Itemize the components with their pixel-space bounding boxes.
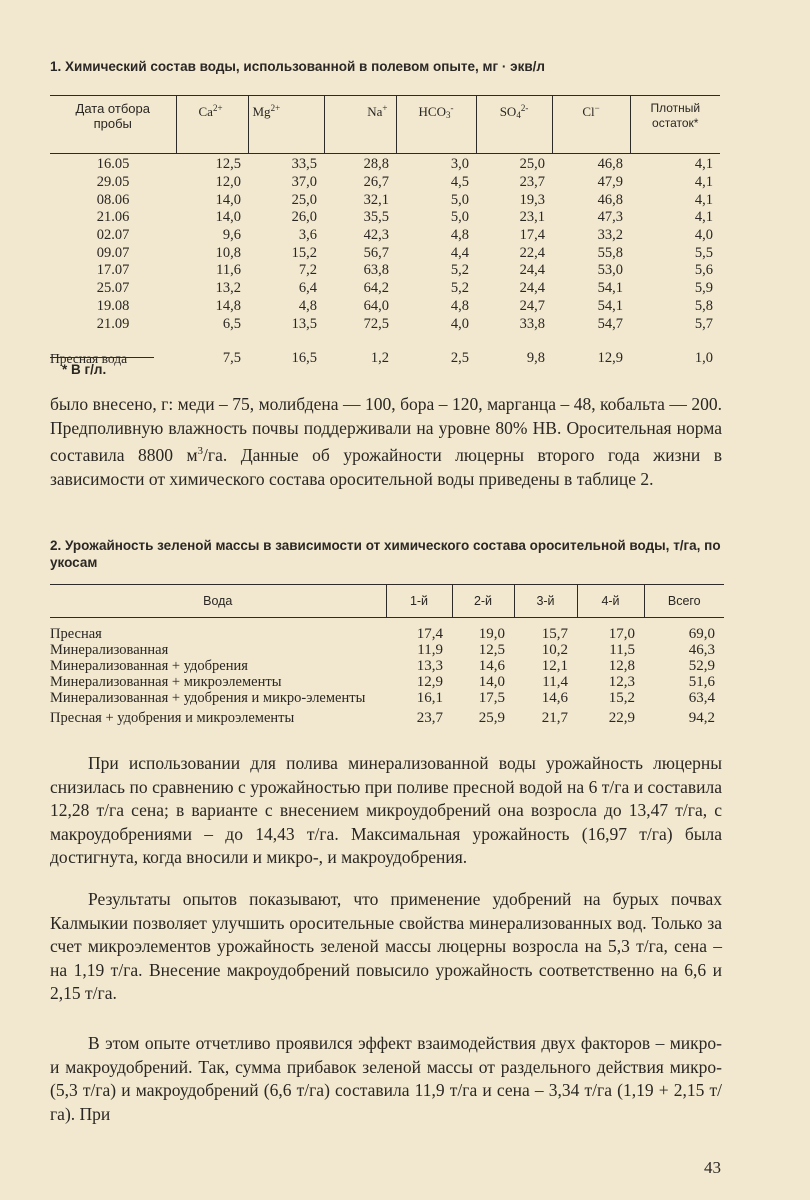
page-number: 43 <box>704 1158 721 1177</box>
table2-cell: 23,7 <box>416 710 443 726</box>
header-ca: $Ca^{2+}$ <box>176 96 248 154</box>
paragraph-1: было внесено, г: меди – 75, молибдена — 100, бора – 120, марганца – 48, кобальта — 200. Предполивную влажность почвы поддерживали на уровне 80% НВ. Оросительная норма составила 8800 $м^3/га$. Данные об урожайности люцерны второго года жизни в зависимости от химического состава оросительной воды приведены в таблице 2. <box>50 394 722 489</box>
table2-header-cell: 1-й <box>386 585 452 618</box>
table1-cell-label: Пресная вода <box>50 350 128 366</box>
table1-cell: 4,1 <box>694 156 713 173</box>
table1-cell: 4,0 <box>694 227 713 244</box>
table2-cell: 25,9 <box>478 710 505 726</box>
table1-cell: 6,4 <box>298 280 317 297</box>
header-hco3: $HCO_3^-$ <box>396 96 476 154</box>
table1-cell: 4,8 <box>450 297 469 314</box>
table1-cell: 15,2 <box>291 244 317 261</box>
table1-cell: 47,9 <box>597 174 623 191</box>
table2-row <box>50 618 724 643</box>
table2-header-cell: 4-й <box>577 585 644 618</box>
table1-cell: 47,3 <box>597 209 623 226</box>
table1-cell: 5,6 <box>694 262 713 279</box>
table1-cell: 3,0 <box>450 156 469 173</box>
table2-cell: 14,0 <box>478 674 505 690</box>
table1-cell: 1,2 <box>370 349 389 366</box>
table1-cell: 5,0 <box>450 191 469 208</box>
table1-cell: 19,3 <box>519 191 545 208</box>
table2-cell: 19,0 <box>478 626 505 642</box>
table2-cell: 94,2 <box>688 710 715 726</box>
table1-row <box>50 244 720 262</box>
table1-cell: 22,4 <box>519 244 545 261</box>
table1-cell: 5,2 <box>450 280 469 297</box>
table2-cell: 10,2 <box>541 642 568 658</box>
table1-cell: 12,5 <box>215 156 241 173</box>
table1-cell: 5,7 <box>694 315 713 332</box>
table1-cell: 1,0 <box>694 349 713 366</box>
header-so4: $SO_4^{2-}$ <box>476 96 552 154</box>
table1-cell-date: 21.09 <box>96 315 130 332</box>
table1-cell: 24,4 <box>519 280 545 297</box>
table2-cell: 22,9 <box>608 710 635 726</box>
table1-cell: 17,4 <box>519 227 545 244</box>
table2-row <box>50 674 724 690</box>
table1-cell: 6,5 <box>222 315 241 332</box>
header-dry-residue: Плотный остаток* <box>630 96 720 154</box>
table1-cell: 5,5 <box>694 244 713 261</box>
table1-cell: 28,8 <box>363 156 389 173</box>
table1-cell-date: 21.06 <box>96 209 130 226</box>
table1-cell: 4,1 <box>694 191 713 208</box>
table2-row <box>50 658 724 674</box>
table2-cell: 52,9 <box>688 658 715 674</box>
footnote-rule <box>50 357 154 358</box>
table1-cell-date: 16.05 <box>96 156 130 173</box>
table2-cell: 17,4 <box>416 626 443 642</box>
table1-cell: 4,1 <box>694 174 713 191</box>
table1-header-row <box>50 96 720 154</box>
table1-cell: 2,5 <box>450 349 469 366</box>
table1-cell: 24,7 <box>519 297 545 314</box>
table2-cell: 16,1 <box>416 690 443 706</box>
table1-cell: 4,5 <box>450 174 469 191</box>
paragraph-2: При использовании для полива минерализованной воды урожайность люцерны снизилась по сравнению с урожайностью при поливе пресной водой на 6 т/га и составила 12,28 т/га сена; в варианте с внесением микроудобрений она возросла до 13,47 т/га, с макроудобрениями – до 14,43 т/га. Максимальная урожайность (16,97 т/га) была достигнута, когда вносили и микро-, и макроудобрения. <box>50 753 722 868</box>
table2-cell: 17,0 <box>608 626 635 642</box>
table1-row-fresh-water <box>50 333 720 369</box>
table1-cell: 54,1 <box>597 280 623 297</box>
table1-cell-date: 08.06 <box>96 191 130 208</box>
paragraph-4: В этом опыте отчетливо проявился эффект взаимодействия двух факторов – микро- и макроудобрений. Так, сумма прибавок зеленой массы от раздельного действия микро- (5,3 т/га) и макроудобрений (6,6 т/га) составила 11,9 т/га и сена – 3,34 т/га (1,19 + 2,15 т/га). При <box>50 1033 722 1124</box>
table1-cell: 5,2 <box>450 262 469 279</box>
table1-cell: 33,5 <box>291 156 317 173</box>
table1-row <box>50 154 720 174</box>
table1-cell-date: 29.05 <box>96 174 130 191</box>
table1-cell: 3,6 <box>298 227 317 244</box>
table1-cell: 11,6 <box>216 262 241 279</box>
table1-cell: 5,9 <box>694 280 713 297</box>
table1-cell: 23,7 <box>519 174 545 191</box>
table1-cell: 37,0 <box>291 174 317 191</box>
table1-cell: 25,0 <box>291 191 317 208</box>
table2-header-cell: Вода <box>50 585 386 618</box>
table1-cell: 23,1 <box>519 209 545 226</box>
table1-cell: 35,5 <box>363 209 389 226</box>
table1-cell: 4,0 <box>450 315 469 332</box>
table1-cell: 14,0 <box>215 209 241 226</box>
table2-cell: 12,8 <box>608 658 635 674</box>
table1-cell: 55,8 <box>597 244 623 261</box>
table2-cell: 12,1 <box>541 658 568 674</box>
table1-cell: 64,0 <box>363 297 389 314</box>
table2-row <box>50 642 724 658</box>
table2-cell-water: Минерализованная <box>50 642 169 658</box>
table2-caption: 2. Урожайность зеленой массы в зависимости от химического состава оросительной воды, т/га, по укосам <box>50 538 721 570</box>
header-mg: $Mg^{2+}$ <box>248 96 324 154</box>
header-na: Na+ <box>324 96 396 154</box>
table1-cell: 32,1 <box>363 191 389 208</box>
table1-cell: 64,2 <box>363 280 389 297</box>
table1-cell: 26,0 <box>291 209 317 226</box>
table1-cell: 63,8 <box>363 262 389 279</box>
table1-row <box>50 262 720 280</box>
table1-cell: 5,8 <box>694 297 713 314</box>
table2-cell-water: Пресная <box>50 626 102 642</box>
table1-cell: 7,2 <box>298 262 317 279</box>
table2-cell: 69,0 <box>688 626 715 642</box>
table1-cell: 4,8 <box>298 297 317 314</box>
table2-header-cell: 3-й <box>514 585 577 618</box>
table1-row <box>50 315 720 333</box>
table1-cell: 24,4 <box>519 262 545 279</box>
table2-cell: 12,3 <box>608 674 635 690</box>
table1-cell: 9,8 <box>526 349 545 366</box>
table1-cell: 14,0 <box>215 191 241 208</box>
table1-row <box>50 227 720 245</box>
table2-header-cell: 2-й <box>452 585 514 618</box>
table1-water-chemistry <box>50 95 720 369</box>
table2-cell: 14,6 <box>478 658 505 674</box>
table1-cell: 46,8 <box>597 191 623 208</box>
table1-cell: 54,1 <box>597 297 623 314</box>
table1-cell: 4,4 <box>450 244 469 261</box>
table2-cell-water: Минерализованная + удобрения <box>50 658 248 674</box>
table1-cell: 42,3 <box>363 227 389 244</box>
table2-cell: 11,9 <box>417 642 443 658</box>
table2-cell: 63,4 <box>688 690 715 706</box>
table1-cell: 4,8 <box>450 227 469 244</box>
table1-cell-date: 09.07 <box>96 244 130 261</box>
table1-cell-date: 19.08 <box>96 297 130 314</box>
table2-cell: 17,5 <box>478 690 505 706</box>
table2-cell: 12,5 <box>478 642 505 658</box>
header-cl: Cl− <box>552 96 630 154</box>
table1-cell: 14,8 <box>215 297 241 314</box>
table2-cell-water: Пресная + удобрения и микроэлементы <box>50 710 295 726</box>
table1-cell: 54,7 <box>597 315 623 332</box>
table1-cell-date: 17.07 <box>96 262 130 279</box>
table1-cell: 33,8 <box>519 315 545 332</box>
table1-cell: 56,7 <box>363 244 389 261</box>
table1-row <box>50 280 720 298</box>
table2-cell: 11,5 <box>609 642 635 658</box>
table1-cell-date: 25.07 <box>96 280 130 297</box>
header-date: Дата отбора пробы <box>50 96 176 154</box>
table1-cell: 7,5 <box>222 349 241 366</box>
paragraph-3: Результаты опытов показывают, что применение удобрений на бурых почвах Калмыкии позволяет улучшить оросительные свойства минерализованных вод. Только за счет микроэлементов урожайность зеленой массы люцерны возросла на 5,3 т/га, сена – на 1,19 т/га. Внесение макроудобрений повысило урожайность соответственно на 6,6 и 2,15 т/га. <box>50 889 722 1004</box>
table2-cell: 14,6 <box>541 690 568 706</box>
table2-cell: 12,9 <box>416 674 443 690</box>
table1-cell: 5,0 <box>450 209 469 226</box>
table2-cell: 11,4 <box>542 674 568 690</box>
table2-cell: 13,3 <box>416 658 443 674</box>
table2-yield <box>50 584 724 726</box>
table1-cell: 13,2 <box>215 280 241 297</box>
table2-header-cell: Всего <box>644 585 724 618</box>
table2-cell-water: Минерализованная + удобрения и микро-элементы <box>50 690 366 706</box>
table2-cell: 51,6 <box>688 674 715 690</box>
table2-cell: 46,3 <box>688 642 715 658</box>
table1-cell: 4,1 <box>694 209 713 226</box>
table1-cell: 10,8 <box>215 244 241 261</box>
table2-cell-water: Минерализованная + микроэлементы <box>50 674 282 690</box>
table1-cell: 26,7 <box>363 174 389 191</box>
table2-cell: 15,2 <box>608 690 635 706</box>
table1-row <box>50 209 720 227</box>
table2-row <box>50 706 724 726</box>
table2-cell: 15,7 <box>541 626 568 642</box>
table1-cell: 46,8 <box>597 156 623 173</box>
table1-footnote: * В г/л. <box>62 362 107 377</box>
table1-row <box>50 191 720 209</box>
table1-caption: 1. Химический состав воды, использованной в полевом опыте, мг · экв/л <box>50 59 545 74</box>
table1-cell: 12,0 <box>215 174 241 191</box>
table1-cell: 33,2 <box>597 227 623 244</box>
table1-cell: 16,5 <box>291 349 317 366</box>
table1-row <box>50 298 720 316</box>
table1-cell: 13,5 <box>291 315 317 332</box>
table1-cell-date: 02.07 <box>96 227 130 244</box>
table2-header-row <box>50 585 724 618</box>
table1-cell: 12,9 <box>597 349 623 366</box>
table1-cell: 25,0 <box>519 156 545 173</box>
table1-row <box>50 174 720 192</box>
table2-row <box>50 690 724 706</box>
table2-cell: 21,7 <box>541 710 568 726</box>
table1-cell: 9,6 <box>222 227 241 244</box>
table1-cell: 53,0 <box>597 262 623 279</box>
table1-cell: 72,5 <box>363 315 389 332</box>
